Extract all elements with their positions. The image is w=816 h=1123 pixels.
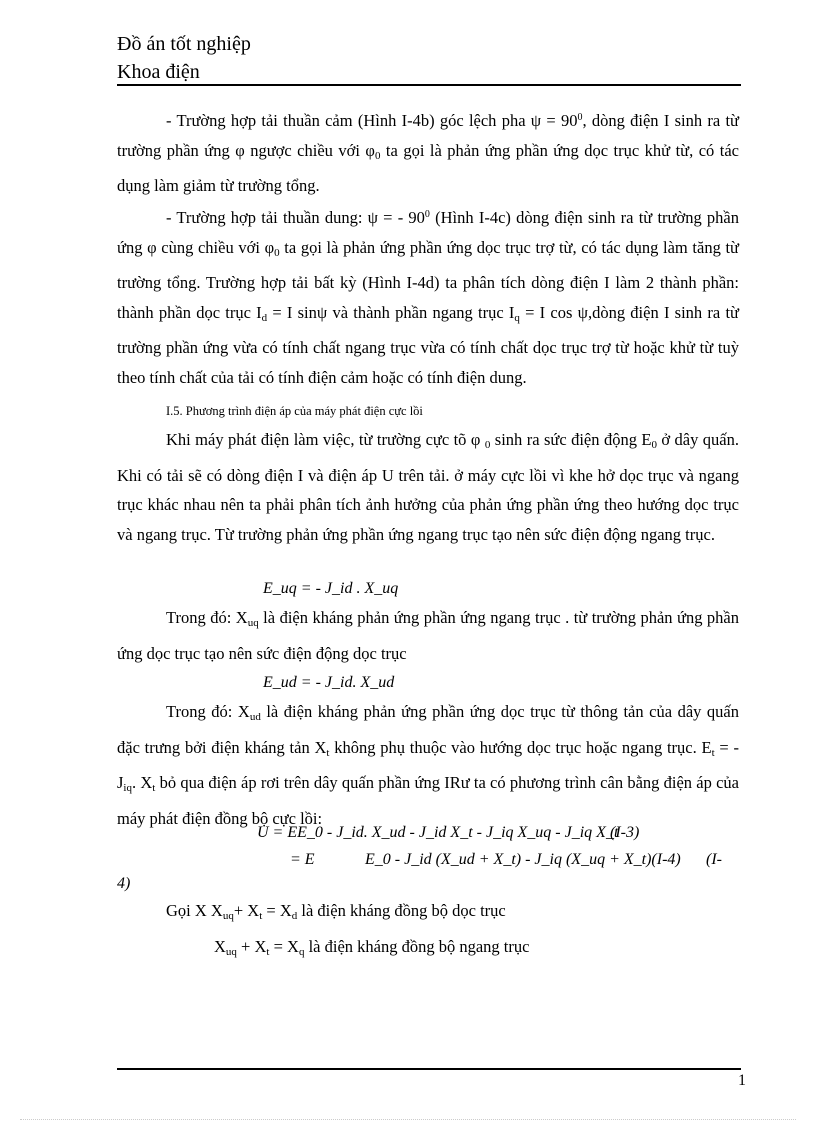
paragraph-generator-operation: Khi máy phát điện làm việc, từ trường cực tõ φ $_0$ sinh ra sức điện động $E_0$ ở dây quấn. Khi có tải sẽ có dòng điện I và điện áp U trên tải. ở máy cực lồi vì khe hở dọc trục và ngang trục khác nhau nên ta phải phân tích ảnh hưởng của phản ứng phần ứng theo hướng dọc trục và ngang trục. Từ trường phản ứng phần ứng ngang trục tạo nên sức điện động ngang trục. [117, 430, 740, 544]
page-edge-divider [20, 1119, 796, 1120]
paragraph-inductive-load: - Trường hợp tải thuần cảm (Hình I-4b) góc lệch pha $\psi = 90^0$, dòng điện I sinh ra từ trường phần ứng φ ngược chiều với $\varphi_0$ ta gọi là phản ứng phần ứng dọc trục khử từ, có tác dụng làm giảm từ trường tổng. [117, 111, 739, 195]
header-rule [117, 84, 741, 86]
equation-euq: E_uq = - J_id . X_uq [263, 580, 399, 597]
equation-tag-i4: (I- [706, 851, 722, 868]
page-header [117, 30, 251, 86]
equation-tag-i4-wrap: 4) [117, 875, 131, 892]
page-number: 1 [738, 1072, 746, 1089]
definition-xq: $X_{uq} + X_t = X_q$ là điện kháng đồng bộ ngang trục [214, 937, 530, 958]
header-document-title: Đồ án tốt nghiệp [117, 33, 251, 55]
definition-xd: Gọi X $X_{uq}+ X_t = X_d$ là điện kháng đồng bộ dọc trục [166, 901, 506, 922]
section-title: I.5. Phương trình điện áp của máy phát điện cực lồi [166, 404, 423, 418]
equation-tag-i3: (I-3) [610, 824, 640, 841]
footer-rule [117, 1068, 741, 1070]
paragraph-xuq-definition: Trong đó: $X_{uq}$ là điện kháng phản ứng phần ứng ngang trục . từ trường phản ứng phần ứng dọc trục tạo nên sức điện động dọc trục [117, 608, 739, 663]
paragraph-xud-definition: Trong đó: $X_{ud}$ là điện kháng phản ứng phần ứng dọc trục từ thông tản của dây quấn đặc trưng bởi điện kháng tản $X_t$ không phụ thuộc vào hướng dọc trục hoặc ngang trục. $E_t$ = - $J_{iq}$. $X_t$ bỏ qua điện áp rơi trên dây quấn phần ứng IRư ta có phương trình cân bằng điện áp của máy phát điện đồng bộ cực lồi: [117, 702, 740, 828]
equation-lhs: = E [290, 851, 315, 868]
equation-eud: E_ud = - J_id. X_ud [263, 674, 395, 691]
paragraph-capacitive-load: - Trường hợp tải thuần dung: ψ = - $90^0$ (Hình I-4c) dòng điện sinh ra từ trường phần ứng φ cùng chiều với $\varphi_0$ ta gọi là phản ứng phần ứng dọc trục trợ từ, có tác dụng làm tăng từ trường tổng. Trường hợp tải bất kỳ (Hình I-4d) ta phân tích dòng điện I làm 2 thành phần: thành phần dọc trục $I_d = I$ sinψ và thành phần ngang trục $I_q = I$ cos ψ,dòng điện I sinh ra từ trường phần ứng vừa có tính chất ngang trục vừa có tính chất dọc trục trợ từ hoặc khử từ tuỳ theo tính chất của tải có tính điện cảm hoặc có tính điện dung. [117, 208, 739, 387]
header-department: Khoa điện [117, 61, 200, 83]
equation-voltage-balance-reduced: E_0 - J_id (X_ud + X_t) - J_iq (X_uq + X_t)(I-4) [365, 851, 681, 868]
equation-voltage-balance: U = EE_0 - J_id. X_ud - J_id X_t - J_iq X_uq - J_iq X_t [257, 824, 619, 841]
